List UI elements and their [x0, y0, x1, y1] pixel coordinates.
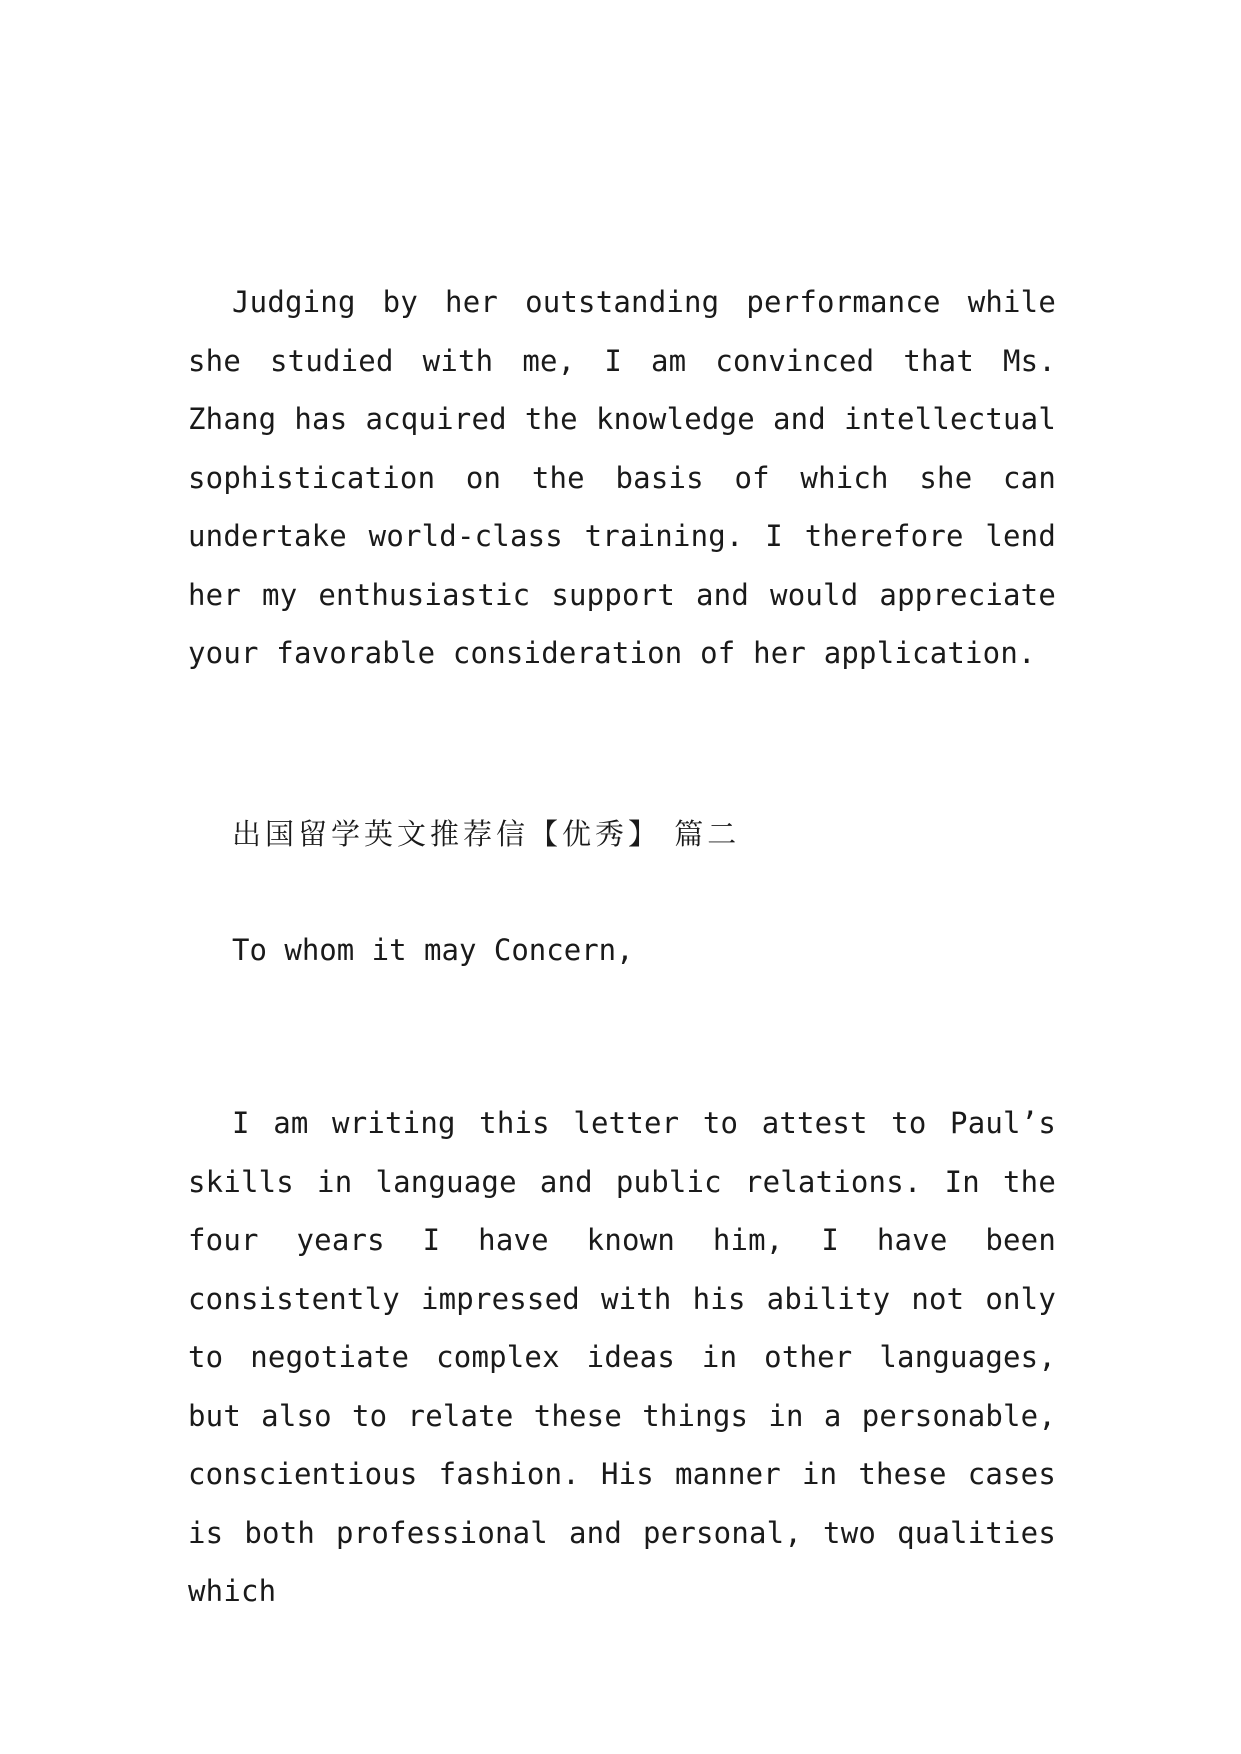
recommendation-paragraph-1: Judging by her outstanding performance while she studied with me, I am convinced that Ms. Zhang has acquired the knowledge and intellectual sophistication on the basis of which she can undertake world-class training. I therefore lend her my enthusiastic support and would appreciate your favorable consideration of her application.	[188, 285, 1056, 670]
section-heading: 出国留学英文推荐信【优秀】 篇二	[232, 817, 741, 851]
recommendation-paragraph-2: I am writing this letter to attest to Paul’s skills in language and public relations. In the four years I have known him, I have been consistently impressed with his ability not only to negotiate complex ideas in other languages, but also to relate these things in a personable, conscientious fashion. His manner in these cases is both professional and personal, two qualities which	[188, 1106, 1056, 1608]
salutation: To whom it may Concern,	[232, 933, 634, 967]
